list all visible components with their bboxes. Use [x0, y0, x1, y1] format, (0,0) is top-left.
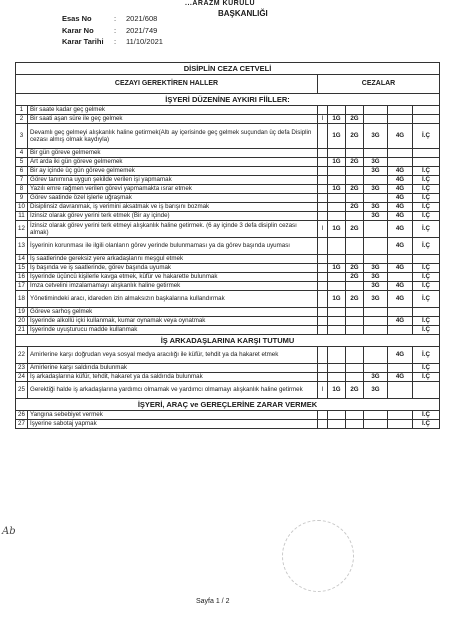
row-number: 4 — [16, 149, 28, 158]
penalty-cell — [346, 282, 364, 291]
penalty-cell — [364, 364, 388, 373]
penalty-cell: İ.Ç — [413, 291, 440, 308]
penalty-cell — [413, 149, 440, 158]
table-row — [16, 221, 440, 238]
penalty-cell: İ.Ç — [413, 273, 440, 282]
penalty-cell: İ.Ç — [413, 420, 440, 429]
row-text: Yönetimindeki aracı, idareden izin almaksızın başkalarına kullandırmak — [28, 291, 318, 308]
penalty-cell — [388, 411, 413, 420]
row-number: 17 — [16, 282, 28, 291]
penalty-cell — [328, 420, 346, 429]
penalty-cell: İ.Ç — [413, 194, 440, 203]
penalty-cell — [318, 282, 328, 291]
meta-karar: Karar No : 2021/749 — [62, 26, 158, 35]
penalty-cell: 2G — [346, 291, 364, 308]
meta-karar-tarihi: Karar Tarihi : 11/10/2021 — [62, 37, 163, 46]
penalty-cell — [388, 149, 413, 158]
row-text: Devamlı geç gelmeyi alışkanlık haline getirmek(Altı ay içerisinde geç gelmek suçundan üç defa Disiplin cezası almış olmak kaydıyla) — [28, 124, 318, 149]
table-row — [16, 364, 440, 373]
row-number: 8 — [16, 185, 28, 194]
penalty-cell — [328, 194, 346, 203]
penalty-cell — [413, 158, 440, 167]
penalty-cell: İ.Ç — [413, 176, 440, 185]
row-text: Bir saati aşan süre ile geç gelmek — [28, 115, 318, 124]
penalty-cell — [364, 106, 388, 115]
row-number: 7 — [16, 176, 28, 185]
penalty-cell — [318, 420, 328, 429]
penalty-cell — [318, 212, 328, 221]
table-row — [16, 185, 440, 194]
penalty-cell — [364, 420, 388, 429]
penalty-cell: 4G — [388, 264, 413, 273]
penalty-cell: İ.Ç — [413, 264, 440, 273]
penalty-cell — [364, 238, 388, 255]
penalty-cell — [388, 308, 413, 317]
penalty-cell — [388, 420, 413, 429]
penalty-cell — [388, 364, 413, 373]
penalty-cell — [318, 347, 328, 364]
penalty-cell — [364, 255, 388, 264]
row-number: 18 — [16, 291, 28, 308]
meta-value: 2021/749 — [126, 26, 158, 35]
penalty-cell — [346, 317, 364, 326]
table-row — [16, 420, 440, 429]
penalty-cell: 1G — [328, 291, 346, 308]
table-row — [16, 411, 440, 420]
table-row — [16, 308, 440, 317]
penalty-cell — [388, 115, 413, 124]
row-text: Bir ay içinde üç gün göreve gelmemek — [28, 167, 318, 176]
row-text: Yazılı emre rağmen verilen görevi yapmamakta ısrar etmek — [28, 185, 318, 194]
penalty-cell — [328, 364, 346, 373]
penalty-cell: 1G — [328, 221, 346, 238]
handwritten-signature: Ab — [2, 526, 16, 537]
penalty-cell — [346, 308, 364, 317]
penalty-cell — [388, 273, 413, 282]
penalty-cell: İ.Ç — [413, 221, 440, 238]
row-number: 21 — [16, 326, 28, 335]
section-title: İŞYERİ DÜZENİNE AYKIRI FİİLLER: — [16, 94, 440, 106]
table-row — [16, 382, 440, 399]
penalty-cell: İ.Ç — [413, 185, 440, 194]
penalty-cell: 3G — [364, 291, 388, 308]
penalty-cell: İ.Ç — [413, 238, 440, 255]
penalty-cell: 1G — [328, 264, 346, 273]
penalty-cell: 2G — [346, 158, 364, 167]
table-row — [16, 255, 440, 264]
penalty-cell — [328, 203, 346, 212]
row-number: 11 — [16, 212, 28, 221]
penalty-cell: 2G — [346, 115, 364, 124]
meta-key: Karar Tarihi — [62, 37, 104, 46]
penalty-cell: 4G — [388, 291, 413, 308]
penalty-cell — [328, 106, 346, 115]
penalty-cell — [328, 255, 346, 264]
row-text: Amirlerine karşı doğrudan veya sosyal medya aracılığı ile küfür, tehdit ya da hakaret etmek — [28, 347, 318, 364]
row-text: İzinsiz olarak görev yerini terk etmek (Bir ay içinde) — [28, 212, 318, 221]
penalty-cell — [346, 373, 364, 382]
penalty-cell — [318, 185, 328, 194]
penalty-cell — [318, 255, 328, 264]
faded-stamp — [282, 520, 354, 592]
row-number: 25 — [16, 382, 28, 399]
row-number: 9 — [16, 194, 28, 203]
table-row — [16, 317, 440, 326]
table-row — [16, 212, 440, 221]
table-row — [16, 291, 440, 308]
section-header — [16, 399, 440, 411]
penalty-cell: 4G — [388, 238, 413, 255]
penalty-cell: 2G — [346, 203, 364, 212]
penalty-cell: 1G — [328, 124, 346, 149]
penalty-cell: İ.Ç — [413, 326, 440, 335]
column-header-right: CEZALAR — [318, 75, 440, 94]
row-number: 15 — [16, 264, 28, 273]
penalty-cell: 3G — [364, 373, 388, 382]
row-number: 13 — [16, 238, 28, 255]
table-row — [16, 326, 440, 335]
penalty-cell — [346, 212, 364, 221]
penalty-cell: 2G — [346, 273, 364, 282]
table-row — [16, 194, 440, 203]
penalty-cell — [318, 364, 328, 373]
penalty-cell — [328, 347, 346, 364]
penalty-cell: 2G — [346, 382, 364, 399]
row-number: 1 — [16, 106, 28, 115]
penalty-cell: İ.Ç — [413, 373, 440, 382]
row-number: 2 — [16, 115, 28, 124]
table-row — [16, 124, 440, 149]
penalty-cell: 1G — [328, 115, 346, 124]
penalty-cell — [388, 326, 413, 335]
row-text: İşyerine sabotaj yapmak — [28, 420, 318, 429]
row-text: Bir gün göreve gelmemek — [28, 149, 318, 158]
penalty-cell: İ.Ç — [413, 203, 440, 212]
penalty-cell — [328, 273, 346, 282]
meta-esas: Esas No : 2021/608 — [62, 14, 158, 23]
row-text: Görev saatinde özel işlerle uğraşmak — [28, 194, 318, 203]
penalty-cell — [346, 364, 364, 373]
row-text: İşyerinde alkollü içki kullanmak, kumar oynamak veya oynatmak — [28, 317, 318, 326]
penalty-cell — [346, 149, 364, 158]
table-row — [16, 238, 440, 255]
penalty-cell: 4G — [388, 212, 413, 221]
penalty-cell — [413, 308, 440, 317]
penalty-cell — [364, 317, 388, 326]
discipline-penalty-table — [15, 62, 440, 429]
row-number: 14 — [16, 255, 28, 264]
penalty-cell — [328, 212, 346, 221]
row-text: Amirlerine karşı saldırıda bulunmak — [28, 364, 318, 373]
table-title: DİSİPLİN CEZA CETVELİ — [16, 63, 440, 75]
penalty-cell: 3G — [364, 203, 388, 212]
row-number: 19 — [16, 308, 28, 317]
table-row — [16, 264, 440, 273]
row-number: 3 — [16, 124, 28, 149]
penalty-cell — [318, 238, 328, 255]
penalty-cell: 4G — [388, 347, 413, 364]
row-number: 12 — [16, 221, 28, 238]
penalty-cell: İ.Ç — [413, 411, 440, 420]
penalty-cell — [346, 194, 364, 203]
penalty-cell — [328, 308, 346, 317]
row-text: Gerektiği halde iş arkadaşlarına yardımcı olmamak ve yardımcı olmamayı alışkanlık haline getirmek — [28, 382, 318, 399]
penalty-cell — [364, 308, 388, 317]
penalty-cell: 3G — [364, 212, 388, 221]
page-number: Sayfa 1 / 2 — [196, 598, 230, 605]
row-text: Art arda iki gün göreve gelmemek — [28, 158, 318, 167]
row-number: 26 — [16, 411, 28, 420]
meta-value: 2021/608 — [126, 14, 158, 23]
row-text: Görev tanımına uygun şekilde verilen işi yapmamak — [28, 176, 318, 185]
table-row — [16, 176, 440, 185]
penalty-cell: İ.Ç — [413, 212, 440, 221]
penalty-cell — [388, 106, 413, 115]
penalty-cell: 4G — [388, 194, 413, 203]
table-row — [16, 149, 440, 158]
penalty-cell — [413, 255, 440, 264]
penalty-cell: İ.Ç — [413, 317, 440, 326]
penalty-cell: 4G — [388, 317, 413, 326]
row-text: İş başında ve iş saatlerinde, görev başında uyumak — [28, 264, 318, 273]
penalty-cell — [328, 282, 346, 291]
penalty-cell: 4G — [388, 282, 413, 291]
penalty-cell — [328, 411, 346, 420]
meta-value: 11/10/2021 — [126, 37, 163, 46]
row-text: İzinsiz olarak görev yerini terk etmeyi alışkanlık haline getirmek. (6 ay içinde 3 defa disiplin cezası almak) — [28, 221, 318, 238]
penalty-cell: 4G — [388, 176, 413, 185]
row-text: Bir saate kadar geç gelmek — [28, 106, 318, 115]
row-text: İşyerinin korunması ile ilgili olanların görev yerinde bulunmaması ya da görev başında uyuması — [28, 238, 318, 255]
penalty-cell — [413, 115, 440, 124]
penalty-cell: 3G — [364, 264, 388, 273]
penalty-cell: 3G — [364, 185, 388, 194]
penalty-cell: 2G — [346, 185, 364, 194]
section-title: İŞYERİ, ARAÇ ve GEREÇLERİNE ZARAR VERMEK — [16, 399, 440, 411]
penalty-cell — [318, 203, 328, 212]
penalty-cell — [346, 420, 364, 429]
row-text: İş saatlerinde gereksiz yere arkadaşlarını meşgul etmek — [28, 255, 318, 264]
penalty-cell: 2G — [346, 124, 364, 149]
penalty-cell — [346, 167, 364, 176]
penalty-cell — [318, 149, 328, 158]
table-row — [16, 203, 440, 212]
penalty-cell — [364, 326, 388, 335]
penalty-cell: I — [318, 115, 328, 124]
penalty-cell: 4G — [388, 221, 413, 238]
penalty-cell: 2G — [346, 221, 364, 238]
penalty-cell — [364, 149, 388, 158]
penalty-cell — [346, 238, 364, 255]
penalty-cell — [346, 176, 364, 185]
penalty-cell — [328, 238, 346, 255]
row-number: 10 — [16, 203, 28, 212]
penalty-cell: 4G — [388, 203, 413, 212]
penalty-cell — [318, 308, 328, 317]
penalty-cell — [328, 167, 346, 176]
row-text: Göreve sarhoş gelmek — [28, 308, 318, 317]
table-row — [16, 373, 440, 382]
penalty-cell: 1G — [328, 382, 346, 399]
penalty-cell: 3G — [364, 124, 388, 149]
penalty-cell — [318, 373, 328, 382]
penalty-cell — [318, 124, 328, 149]
penalty-cell — [318, 264, 328, 273]
row-text: Yangına sebebiyet vermek — [28, 411, 318, 420]
penalty-cell — [328, 326, 346, 335]
table-row — [16, 158, 440, 167]
row-text: Disiplinsiz davranmak, iş verimini aksatmak ve iş barışını bozmak — [28, 203, 318, 212]
table-row — [16, 347, 440, 364]
penalty-cell: 1G — [328, 185, 346, 194]
penalty-cell — [318, 411, 328, 420]
penalty-cell — [346, 255, 364, 264]
table-row — [16, 273, 440, 282]
penalty-cell — [328, 373, 346, 382]
penalty-cell — [328, 176, 346, 185]
penalty-cell: 3G — [364, 382, 388, 399]
row-text: İşyerinde üçüncü kişilerle kavga etmek, küfür ve hakarette bulunmak — [28, 273, 318, 282]
penalty-cell — [364, 176, 388, 185]
row-number: 24 — [16, 373, 28, 382]
penalty-cell: I — [318, 221, 328, 238]
penalty-cell: 1G — [328, 158, 346, 167]
penalty-cell — [318, 317, 328, 326]
penalty-cell — [364, 411, 388, 420]
column-header-left: CEZAYI GEREKTİREN HALLER — [16, 75, 318, 94]
row-number: 22 — [16, 347, 28, 364]
penalty-cell: 3G — [364, 167, 388, 176]
penalty-cell — [413, 106, 440, 115]
penalty-cell — [318, 291, 328, 308]
penalty-cell: 4G — [388, 185, 413, 194]
penalty-cell — [328, 149, 346, 158]
header-top-line: ...ARAZM KURULU — [185, 0, 256, 7]
penalty-cell: 4G — [388, 167, 413, 176]
row-number: 23 — [16, 364, 28, 373]
penalty-cell — [346, 347, 364, 364]
header-title: BAŞKANLIĞI — [218, 9, 268, 18]
penalty-cell: 4G — [388, 373, 413, 382]
penalty-cell — [346, 411, 364, 420]
penalty-cell — [318, 176, 328, 185]
table-row — [16, 167, 440, 176]
penalty-cell: 2G — [346, 264, 364, 273]
penalty-cell: 3G — [364, 273, 388, 282]
penalty-cell — [318, 273, 328, 282]
meta-key: Karar No — [62, 26, 94, 35]
penalty-cell — [388, 382, 413, 399]
penalty-cell — [346, 326, 364, 335]
penalty-cell — [364, 115, 388, 124]
penalty-cell: İ.Ç — [413, 124, 440, 149]
penalty-cell: I — [318, 382, 328, 399]
penalty-cell — [388, 158, 413, 167]
row-text: İmza cetvelini imzalamamayı alışkanlık haline getirmek — [28, 282, 318, 291]
penalty-cell — [364, 221, 388, 238]
section-title: İŞ ARKADAŞLARINA KARŞI TUTUMU — [16, 335, 440, 347]
penalty-cell — [364, 194, 388, 203]
row-number: 20 — [16, 317, 28, 326]
row-number: 27 — [16, 420, 28, 429]
penalty-cell: 4G — [388, 124, 413, 149]
penalty-cell — [388, 255, 413, 264]
penalty-cell — [364, 347, 388, 364]
penalty-cell — [318, 194, 328, 203]
section-header — [16, 335, 440, 347]
penalty-cell — [318, 167, 328, 176]
penalty-cell — [318, 106, 328, 115]
table-row — [16, 115, 440, 124]
penalty-cell: İ.Ç — [413, 282, 440, 291]
row-text: İş arkadaşlarına küfür, tehdit, hakaret ya da saldırıda bulunmak — [28, 373, 318, 382]
penalty-cell — [346, 106, 364, 115]
penalty-cell: 3G — [364, 158, 388, 167]
row-number: 5 — [16, 158, 28, 167]
penalty-cell — [318, 326, 328, 335]
table-row — [16, 282, 440, 291]
penalty-cell — [328, 317, 346, 326]
penalty-cell — [318, 158, 328, 167]
penalty-cell: İ.Ç — [413, 347, 440, 364]
table-row — [16, 106, 440, 115]
penalty-cell: 3G — [364, 282, 388, 291]
penalty-cell: İ.Ç — [413, 167, 440, 176]
penalty-cell: İ.Ç — [413, 364, 440, 373]
meta-key: Esas No — [62, 14, 92, 23]
penalty-cell — [413, 382, 440, 399]
row-text: İşyerinde uyuşturucu madde kullanmak — [28, 326, 318, 335]
row-number: 6 — [16, 167, 28, 176]
row-number: 16 — [16, 273, 28, 282]
section-header — [16, 94, 440, 106]
